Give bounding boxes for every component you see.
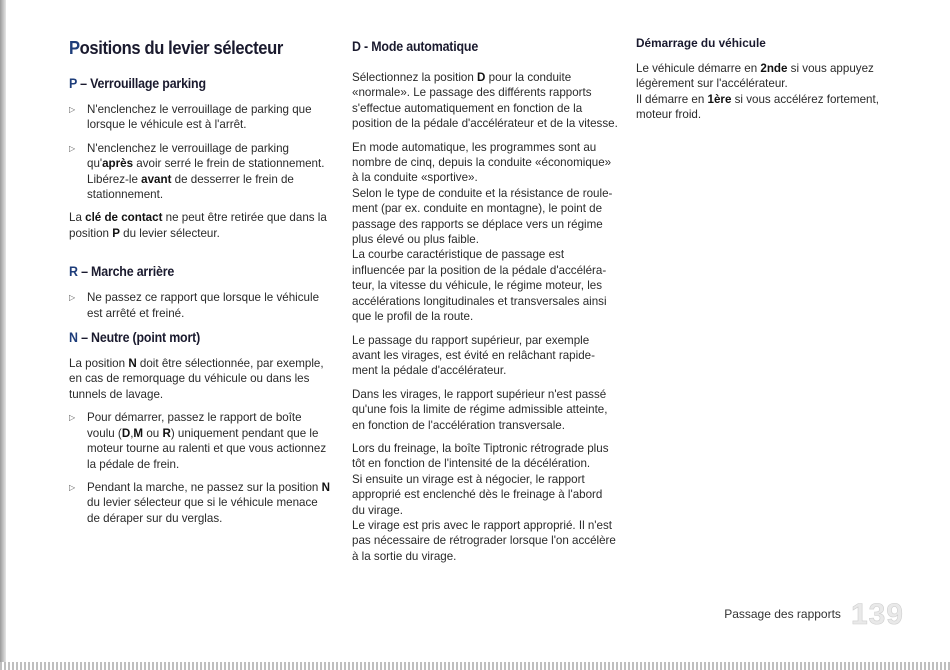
triangle-bullet-icon: ▷ xyxy=(69,293,76,303)
list-item: ▷ N'enclenchez le verrouillage de parking qu'après avoir serré le frein de stationnement. Libérez-le avant de desserrer le frein de stationnement. xyxy=(69,141,325,202)
page-number: 139 xyxy=(850,598,904,631)
paragraph: La clé de contact ne peut être retirée que dans la position P du levier sélecteur. xyxy=(69,211,327,240)
section-heading-n: N – Neutre (point mort) xyxy=(69,330,201,346)
triangle-bullet-icon: ▷ xyxy=(69,413,76,423)
section-heading-p: P – Verrouillage parking xyxy=(69,76,206,91)
section-heading-start: Démarrage du véhicule xyxy=(636,36,766,50)
list-item: ▷ Pendant la marche, ne passez sur la position N du levier sélecteur que si le véhicule menace de déraper sur du verglas. xyxy=(69,480,330,525)
triangle-bullet-icon: ▷ xyxy=(69,143,76,153)
list-item: ▷ N'enclenchez le verrouillage de parking que lorsque le véhicule est à l'arrêt. xyxy=(69,103,312,132)
paragraph: Lors du freinage, la boîte Tiptronic rétrograde plus tôt en fonction de l'intensité de la décélération. Si ensuite un virage est à négocier, le rapport approprié est enclenché dès le freinage à l'abord du virage. Le virage est pris avec le rapport approprié. Il n'est pas nécessaire de rétrograder lorsque l'on accélère à la sortie du virage. xyxy=(352,441,616,563)
column-middle xyxy=(352,36,618,572)
section-heading-r: R – Marche arrière xyxy=(69,264,175,280)
triangle-bullet-icon: ▷ xyxy=(69,105,76,114)
section-heading-d: D - Mode automatique xyxy=(352,39,479,54)
page-title: Positions du levier sélecteur xyxy=(69,38,283,58)
column-left xyxy=(69,36,331,534)
paragraph: En mode automatique, les programmes sont au nombre de cinq, depuis la conduite «économique» à la conduite «sportive». Selon le type de conduite et la résistance de roule-ment (par ex. conduite en montagne), le point de passage des rapports se déplace vers un régime plus élevé ou plus faible. La courbe caractéristique de passage est influencée par la position de la pédale d'accéléra-teur, la vitesse du véhicule, le régime moteur, les accélérations longitudinales et transversales ainsi que le profil de la route. xyxy=(352,140,613,324)
triangle-bullet-icon: ▷ xyxy=(69,482,76,492)
paragraph: Le véhicule démarre en 2nde si vous appuyez légèrement sur l'accélérateur. Il démarre en 1ère si vous accélérez fortement, moteur froid. xyxy=(636,62,879,122)
section-name: Passage des rapports xyxy=(724,607,841,621)
paragraph: La position N doit être sélectionnée, par exemple, en cas de remorquage du véhicule ou dans les tunnels de lavage. xyxy=(69,357,324,401)
page-footer xyxy=(724,598,904,632)
list-item: ▷ Pour démarrer, passez le rapport de boîte voulu (D,M ou R) uniquement pendant que le moteur tourne au ralenti et que vous actionnez la pédale de frein. xyxy=(69,411,327,471)
paragraph: Le passage du rapport supérieur, par exemple avant les virages, est évité en relâchant rapide-ment la pédale d'accélérateur. xyxy=(352,333,595,378)
paragraph: Sélectionnez la position D pour la conduite «normale». Le passage des différents rapports s'effectue automatiquement en fonction de la position de la pédale d'accélérateur et de la vitesse. xyxy=(352,71,618,131)
column-right xyxy=(636,36,908,123)
page-edge xyxy=(0,662,950,670)
paragraph: Dans les virages, le rapport supérieur n'est passé qu'une fois la limite de régime admissible atteinte, en fonction de l'accélération transversale. xyxy=(352,387,608,432)
binding-edge xyxy=(0,0,6,670)
list-item: ▷ Ne passez ce rapport que lorsque le véhicule est arrêté et freiné. xyxy=(69,291,320,320)
